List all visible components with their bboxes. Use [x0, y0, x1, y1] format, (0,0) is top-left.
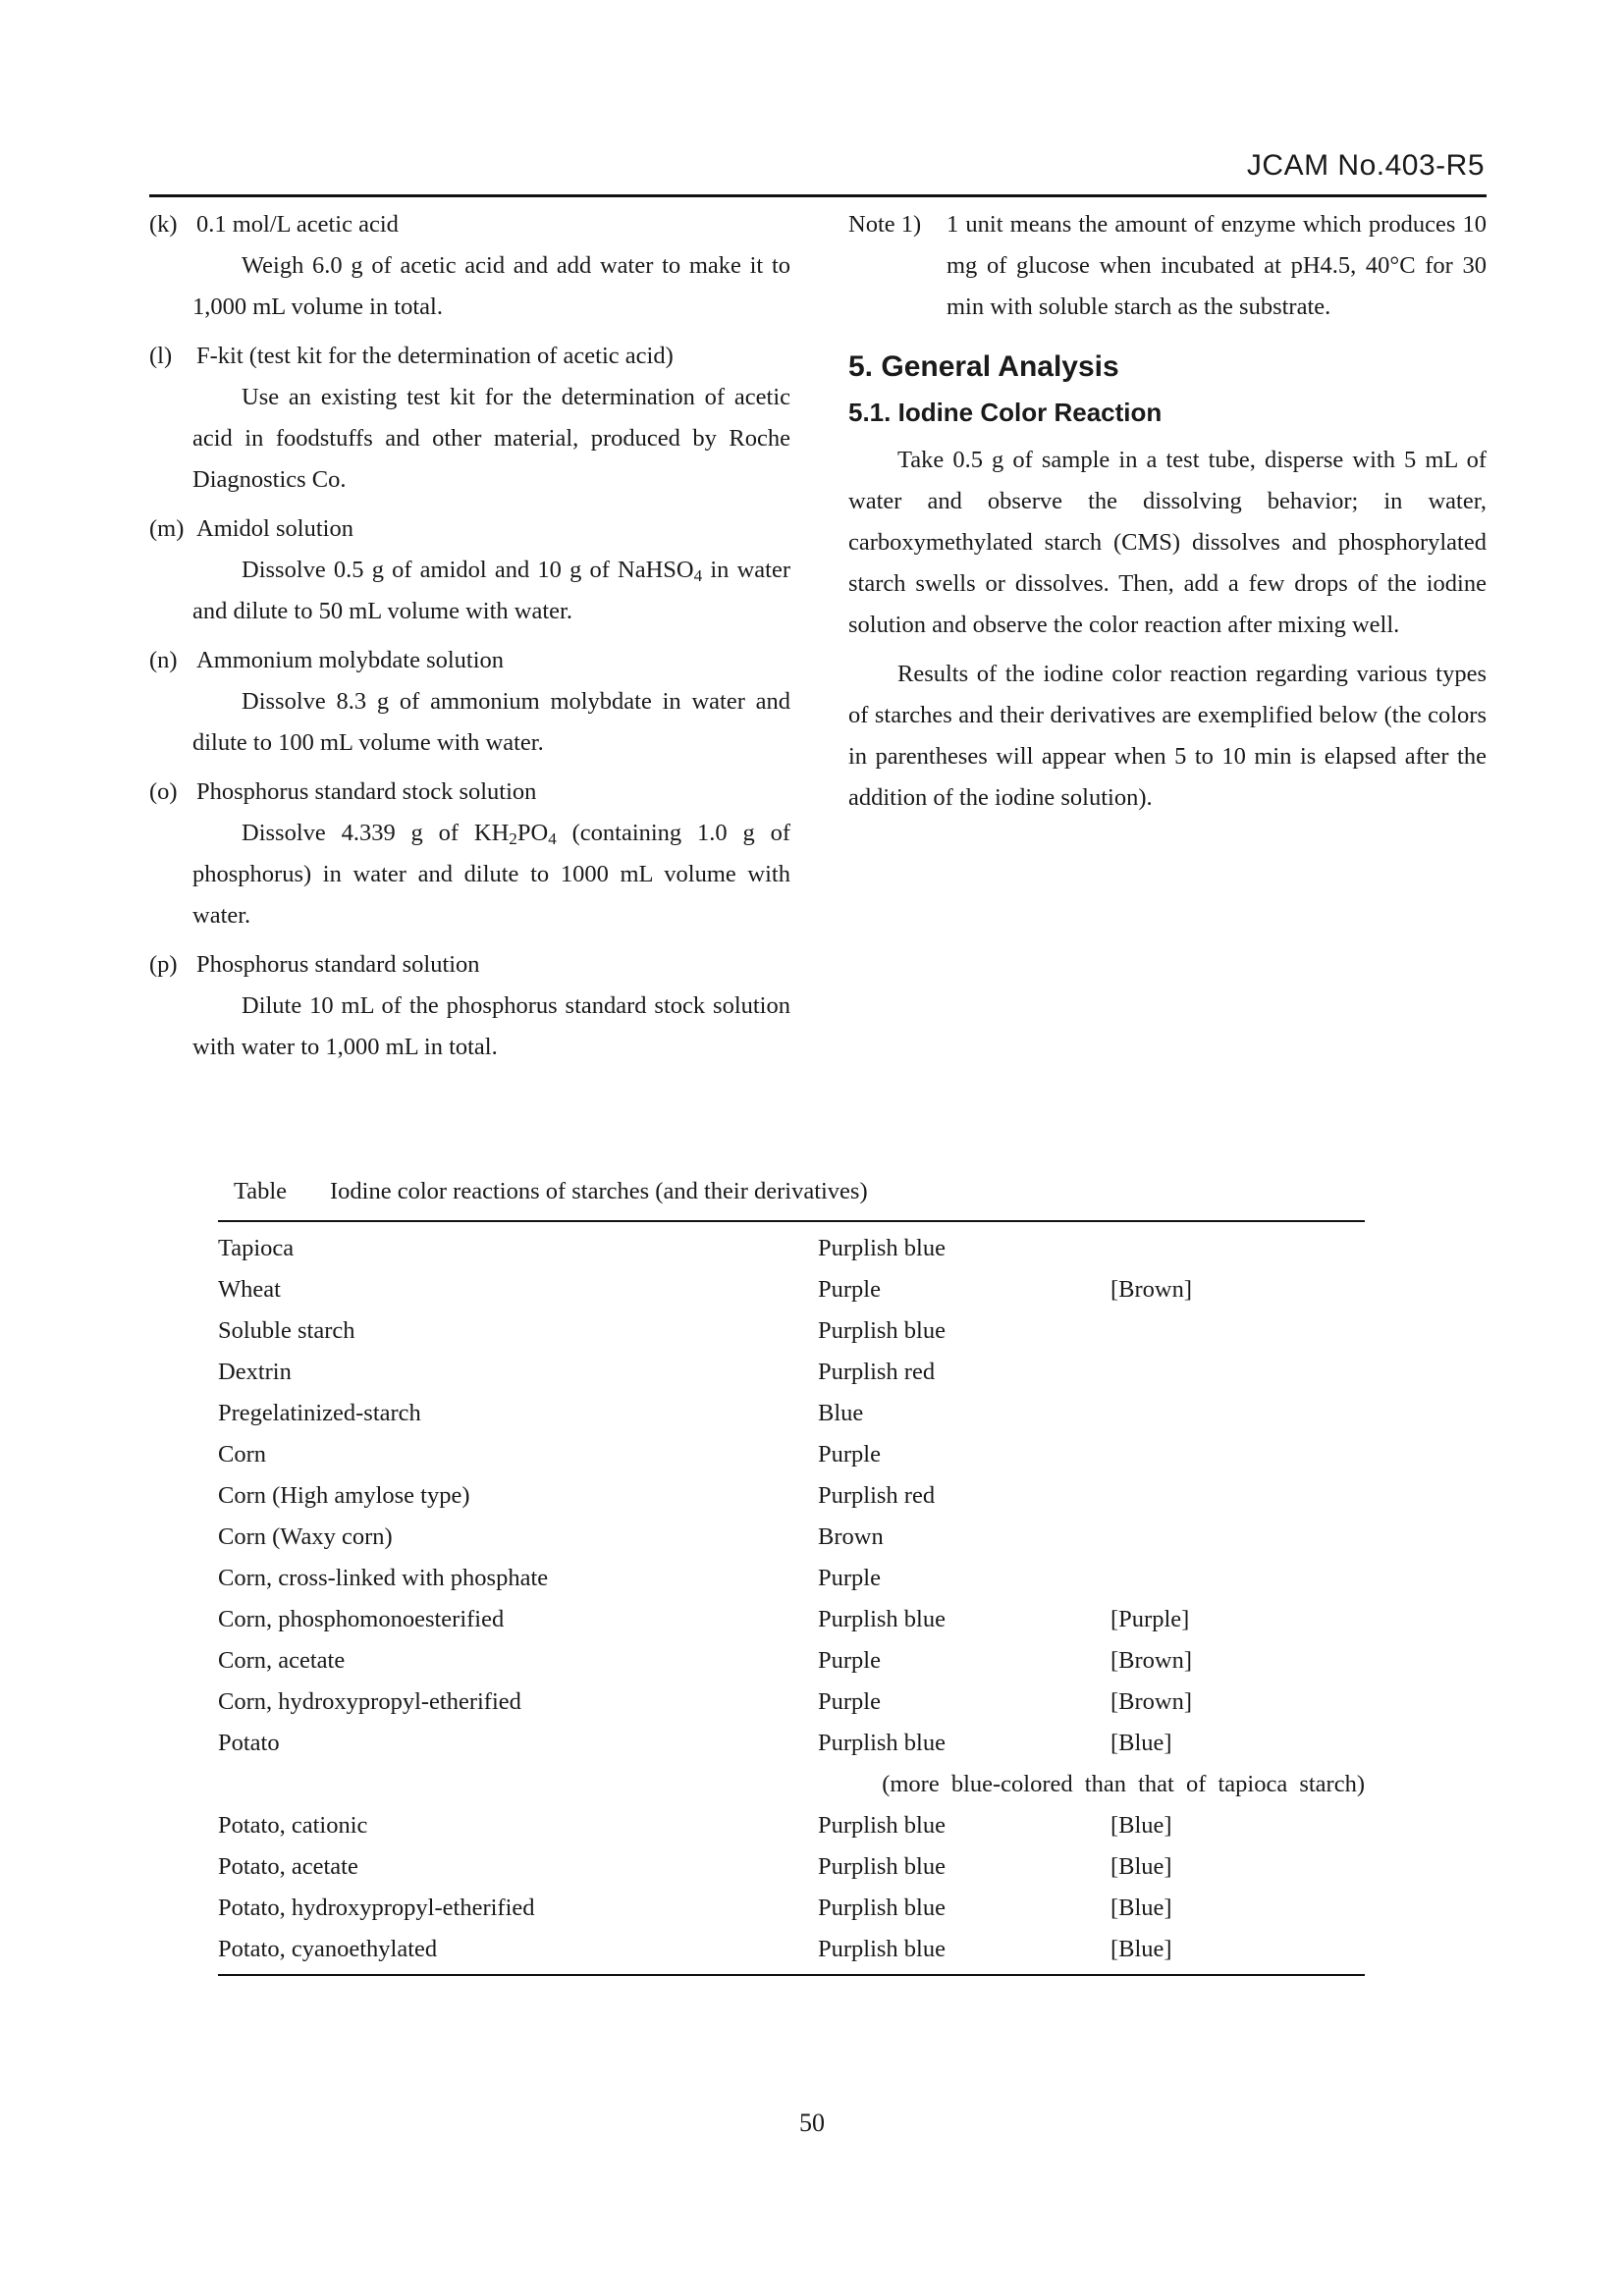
table-row	[218, 1352, 1365, 1393]
starch-cell: Corn (High amylose type)	[218, 1482, 470, 1509]
color-cell: Purple	[818, 1688, 881, 1715]
color-cell: Purplish blue	[818, 1853, 946, 1880]
reagent-letter: (o)	[149, 778, 178, 805]
starch-cell: Potato, hydroxypropyl-etherified	[218, 1895, 535, 1921]
table-row	[218, 1434, 1365, 1475]
reagent-m	[149, 508, 790, 632]
starch-cell: Corn, acetate	[218, 1647, 346, 1674]
color-cell: Purplish red	[818, 1482, 936, 1509]
table-caption-text: Iodine color reactions of starches (and their derivatives)	[330, 1178, 868, 1204]
color-cell: Purplish blue	[818, 1730, 946, 1756]
subsection-heading: 5.1. Iodine Color Reaction	[848, 398, 1163, 427]
reagent-p	[149, 944, 790, 1068]
reagent-name: F-kit (test kit for the determination of acetic acid)	[196, 343, 674, 369]
late-color-cell	[1110, 1558, 1365, 1599]
reagent-body	[149, 813, 790, 936]
color-cell: Purple	[818, 1276, 881, 1303]
subscript: 2	[509, 829, 517, 848]
starch-cell: Tapioca	[218, 1235, 295, 1261]
reagent-name: Amidol solution	[196, 515, 353, 542]
starch-cell: Wheat	[218, 1276, 281, 1303]
table-row	[218, 1682, 1365, 1723]
subscript: 4	[548, 829, 557, 848]
starch-cell: Corn, phosphomonoesterified	[218, 1606, 505, 1632]
reagent-body	[149, 550, 790, 632]
color-cell: Purplish red	[818, 1359, 936, 1385]
late-color-cell: [Brown]	[1110, 1647, 1193, 1674]
color-cell: Purplish blue	[818, 1606, 946, 1632]
table-row	[218, 1222, 1365, 1269]
note-text: 1 unit means the amount of enzyme which produces 10 mg of glucose when incubated at pH4.5, 40°C for 30 min with soluble starch as the substrate.	[947, 211, 1487, 320]
table-row	[218, 1517, 1365, 1558]
table-row	[218, 1393, 1365, 1434]
header-rule	[149, 194, 1487, 197]
reagent-letter: (l)	[149, 343, 173, 369]
table-row	[218, 1929, 1365, 1974]
reagent-body-text: in water and dilute to 50 mL volume with water.	[192, 557, 790, 624]
reagent-body: Dilute 10 mL of the phosphorus standard stock solution with water to 1,000 mL in total.	[192, 992, 790, 1060]
color-cell: Purplish blue	[818, 1317, 946, 1344]
table-row	[218, 1846, 1365, 1888]
table-caption	[234, 1174, 868, 1209]
starch-cell: Corn (Waxy corn)	[218, 1523, 393, 1550]
reagent-letter: (m)	[149, 515, 185, 542]
section-heading: 5. General Analysis	[848, 350, 1119, 383]
reagent-k	[149, 204, 790, 328]
iodine-table	[218, 1220, 1365, 1976]
late-color-cell	[1110, 1222, 1365, 1269]
reagent-n	[149, 640, 790, 764]
table-row	[218, 1640, 1365, 1682]
starch-cell: Potato, cyanoethylated	[218, 1936, 438, 1962]
reagent-name: Phosphorus standard solution	[196, 951, 480, 978]
color-cell: Purplish blue	[818, 1812, 946, 1839]
reagent-body-text: Dissolve 4.339 g of KH	[242, 820, 510, 846]
reagent-name: Phosphorus standard stock solution	[196, 778, 537, 805]
late-color-cell: [Brown]	[1110, 1688, 1193, 1715]
table-row	[218, 1805, 1365, 1846]
color-cell: Purple	[818, 1565, 881, 1591]
reagent-letter: (n)	[149, 647, 178, 673]
late-color-cell: [Blue]	[1110, 1895, 1172, 1921]
starch-cell: Pregelatinized-starch	[218, 1400, 421, 1426]
late-color-cell: [Blue]	[1110, 1936, 1172, 1962]
color-cell: Purplish blue	[818, 1895, 946, 1921]
table-row	[218, 1475, 1365, 1517]
page-number: 50	[799, 2109, 825, 2137]
color-cell: Purplish blue	[818, 1235, 946, 1261]
right-column	[848, 204, 1487, 827]
reagent-body-text: PO	[516, 820, 549, 846]
table-row	[218, 1558, 1365, 1599]
reagent-o	[149, 772, 790, 936]
color-cell: Purple	[818, 1647, 881, 1674]
starch-cell: Potato, cationic	[218, 1812, 368, 1839]
color-cell: Blue	[818, 1400, 864, 1426]
table-caption-label: Table	[234, 1178, 288, 1204]
late-color-cell	[1110, 1393, 1365, 1434]
table-row	[218, 1269, 1365, 1310]
late-color-cell: [Purple]	[1110, 1606, 1190, 1632]
note-label: Note 1)	[848, 211, 922, 238]
late-color-cell: [Blue]	[1110, 1730, 1172, 1756]
late-color-cell	[1110, 1352, 1365, 1393]
table-row	[218, 1888, 1365, 1929]
paragraph: Results of the iodine color reaction regarding various types of starches and their derivatives are exemplified below (the colors in parentheses will appear when 5 to 10 min is elapsed after the addition of the iodine solution).	[848, 661, 1487, 811]
late-color-cell	[1110, 1475, 1365, 1517]
color-cell: Purplish blue	[818, 1936, 946, 1962]
table-row	[218, 1599, 1365, 1640]
reagent-name: Ammonium molybdate solution	[196, 647, 505, 673]
reagent-body: Weigh 6.0 g of acetic acid and add water to make it to 1,000 mL volume in total.	[192, 252, 790, 320]
starch-cell: Corn	[218, 1441, 266, 1468]
color-cell: Purple	[818, 1441, 881, 1468]
table-note-row	[218, 1764, 1365, 1805]
reagent-body: Dissolve 8.3 g of ammonium molybdate in water and dilute to 100 mL volume with water.	[192, 688, 790, 756]
late-color-cell	[1110, 1310, 1365, 1352]
reagent-letter: (k)	[149, 211, 178, 238]
late-color-cell: [Brown]	[1110, 1276, 1193, 1303]
starch-cell: Soluble starch	[218, 1317, 355, 1344]
late-color-cell: [Blue]	[1110, 1812, 1172, 1839]
reagent-letter: (p)	[149, 951, 178, 978]
color-cell: Brown	[818, 1523, 884, 1550]
potato-note: (more blue-colored than that of tapioca starch)	[882, 1771, 1365, 1797]
starch-cell: Dextrin	[218, 1359, 292, 1385]
starch-cell: Corn, cross-linked with phosphate	[218, 1565, 549, 1591]
reagent-body-text: (containing 1.0 g of phosphorus) in water and dilute to 1000 mL volume with water.	[192, 820, 790, 929]
subscript: 4	[693, 566, 703, 585]
late-color-cell: [Blue]	[1110, 1853, 1172, 1880]
starch-cell: Potato, acetate	[218, 1853, 358, 1880]
late-color-cell	[1110, 1434, 1365, 1475]
reagent-name: 0.1 mol/L acetic acid	[196, 211, 399, 238]
table-row	[218, 1723, 1365, 1764]
paragraph: Take 0.5 g of sample in a test tube, disperse with 5 mL of water and observe the dissolving behavior; in water, carboxymethylated starch (CMS) dissolves and phosphorylated starch swells or dissolves. Then, add a few drops of the iodine solution and observe the color reaction after mixing well.	[848, 447, 1487, 638]
reagent-l	[149, 336, 790, 501]
left-column	[149, 204, 790, 1076]
reagent-body-text: Dissolve 0.5 g of amidol and 10 g of NaHSO	[242, 557, 694, 583]
footnote	[848, 204, 1487, 328]
reagent-body: Use an existing test kit for the determination of acetic acid in foodstuffs and other material, produced by Roche Diagnostics Co.	[192, 384, 790, 493]
table-row	[218, 1310, 1365, 1352]
late-color-cell	[1110, 1517, 1365, 1558]
starch-cell: Corn, hydroxypropyl-etherified	[218, 1688, 521, 1715]
starch-cell: Potato	[218, 1730, 280, 1756]
document-id: JCAM No.403-R5	[1246, 149, 1485, 182]
